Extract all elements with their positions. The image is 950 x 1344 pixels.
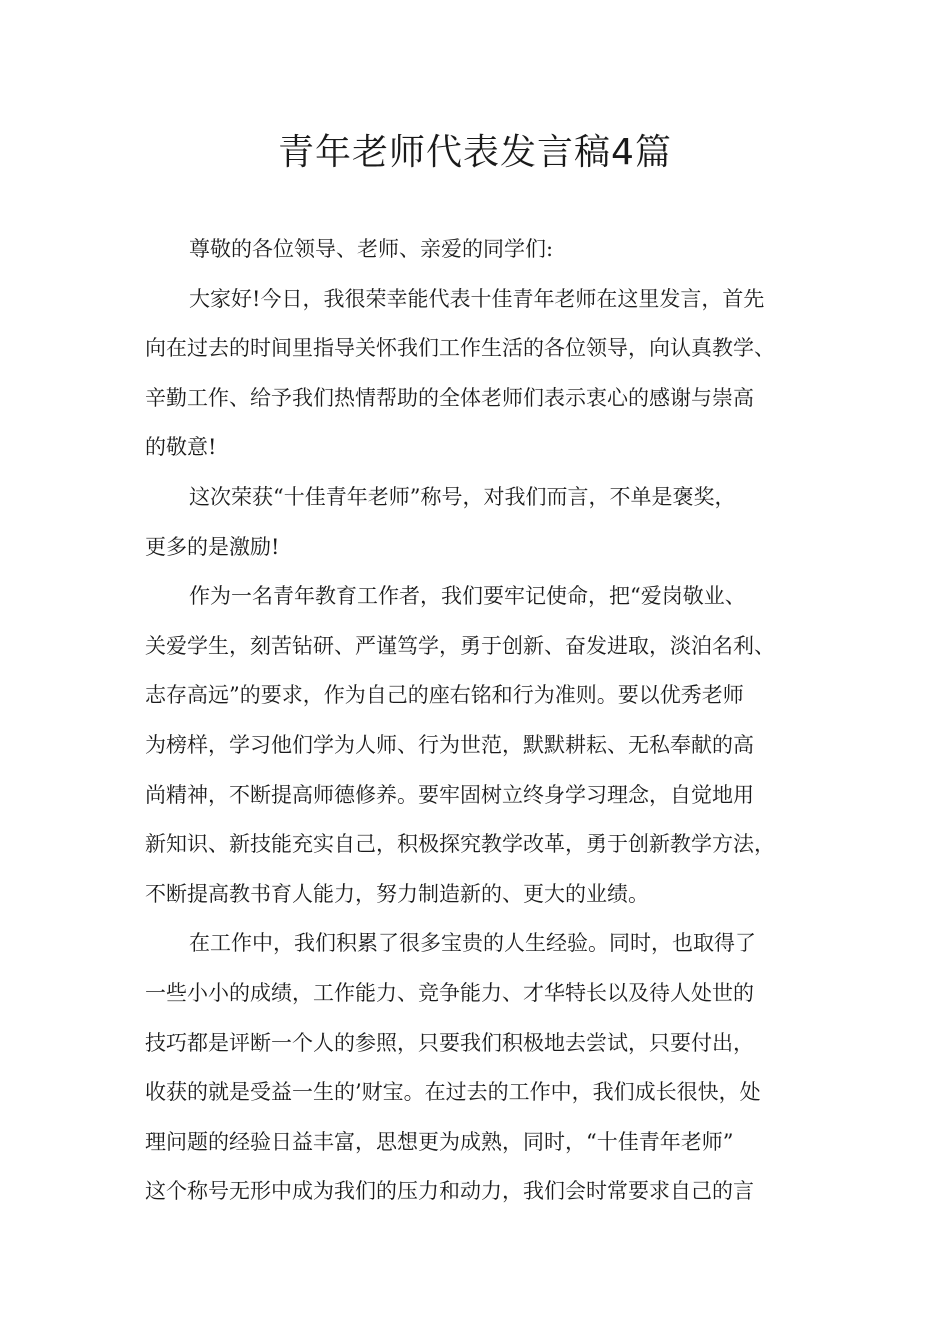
text-line: 志存高远”的要求，作为自己的座右铭和行为准则。要以优秀老师 [145, 683, 744, 708]
text-line: 的敬意! [145, 435, 217, 460]
text-line: 在工作中，我们积累了很多宝贵的人生经验。同时，也取得了 [189, 931, 756, 956]
text-line: 理问题的经验日益丰富，思想更为成熟，同时，“十佳青年老师” [145, 1129, 734, 1154]
text-line: 辛勤工作、给予我们热情帮助的全体老师们表示衷心的感谢与崇高 [145, 385, 754, 410]
text-line: 这次荣获“十佳青年老师”称号，对我们而言，不单是褒奖， [189, 484, 736, 509]
text-line: 收获的就是受益一生的’财宝。在过去的工作中，我们成长很快，处 [145, 1080, 761, 1105]
text-line: 技巧都是评断一个人的参照，只要我们积极地去尝试，只要付出， [145, 1030, 754, 1055]
body-text [145, 232, 825, 1224]
text-line: 大家好!今日，我很荣幸能代表十佳青年老师在这里发言，首先 [189, 286, 765, 311]
text-line: 为榜样，学习他们学为人师、行为世范，默默耕耘、无私奉献的高 [145, 732, 754, 757]
text-line: 一些小小的成绩，工作能力、竞争能力、才华特长以及待人处世的 [145, 980, 754, 1005]
text-line: 更多的是激励! [145, 534, 280, 559]
text-line: 关爱学生，刻苦钻研、严谨笃学，勇于创新、奋发进取，淡泊名利、 [145, 633, 775, 658]
text-line: 不断提高教书育人能力，努力制造新的、更大的业绩。 [145, 881, 649, 906]
text-line: 向在过去的时间里指导关怀我们工作生活的各位领导，向认真教学、 [145, 336, 775, 361]
text-line: 作为一名青年教育工作者，我们要牢记使命，把“爱岗敬业、 [189, 584, 746, 609]
page-title: 青年老师代表发言稿4篇 [278, 132, 672, 173]
text-line: 新知识、新技能充实自己，积极探究教学改革，勇于创新教学方法， [145, 832, 775, 857]
text-line: 这个称号无形中成为我们的压力和动力，我们会时常要求自己的言 [145, 1179, 754, 1204]
text-line: 尚精神，不断提高师德修养。要牢固树立终身学习理念，自觉地用 [145, 782, 754, 807]
text-line: 尊敬的各位领导、老师、亲爱的同学们: [189, 237, 554, 261]
